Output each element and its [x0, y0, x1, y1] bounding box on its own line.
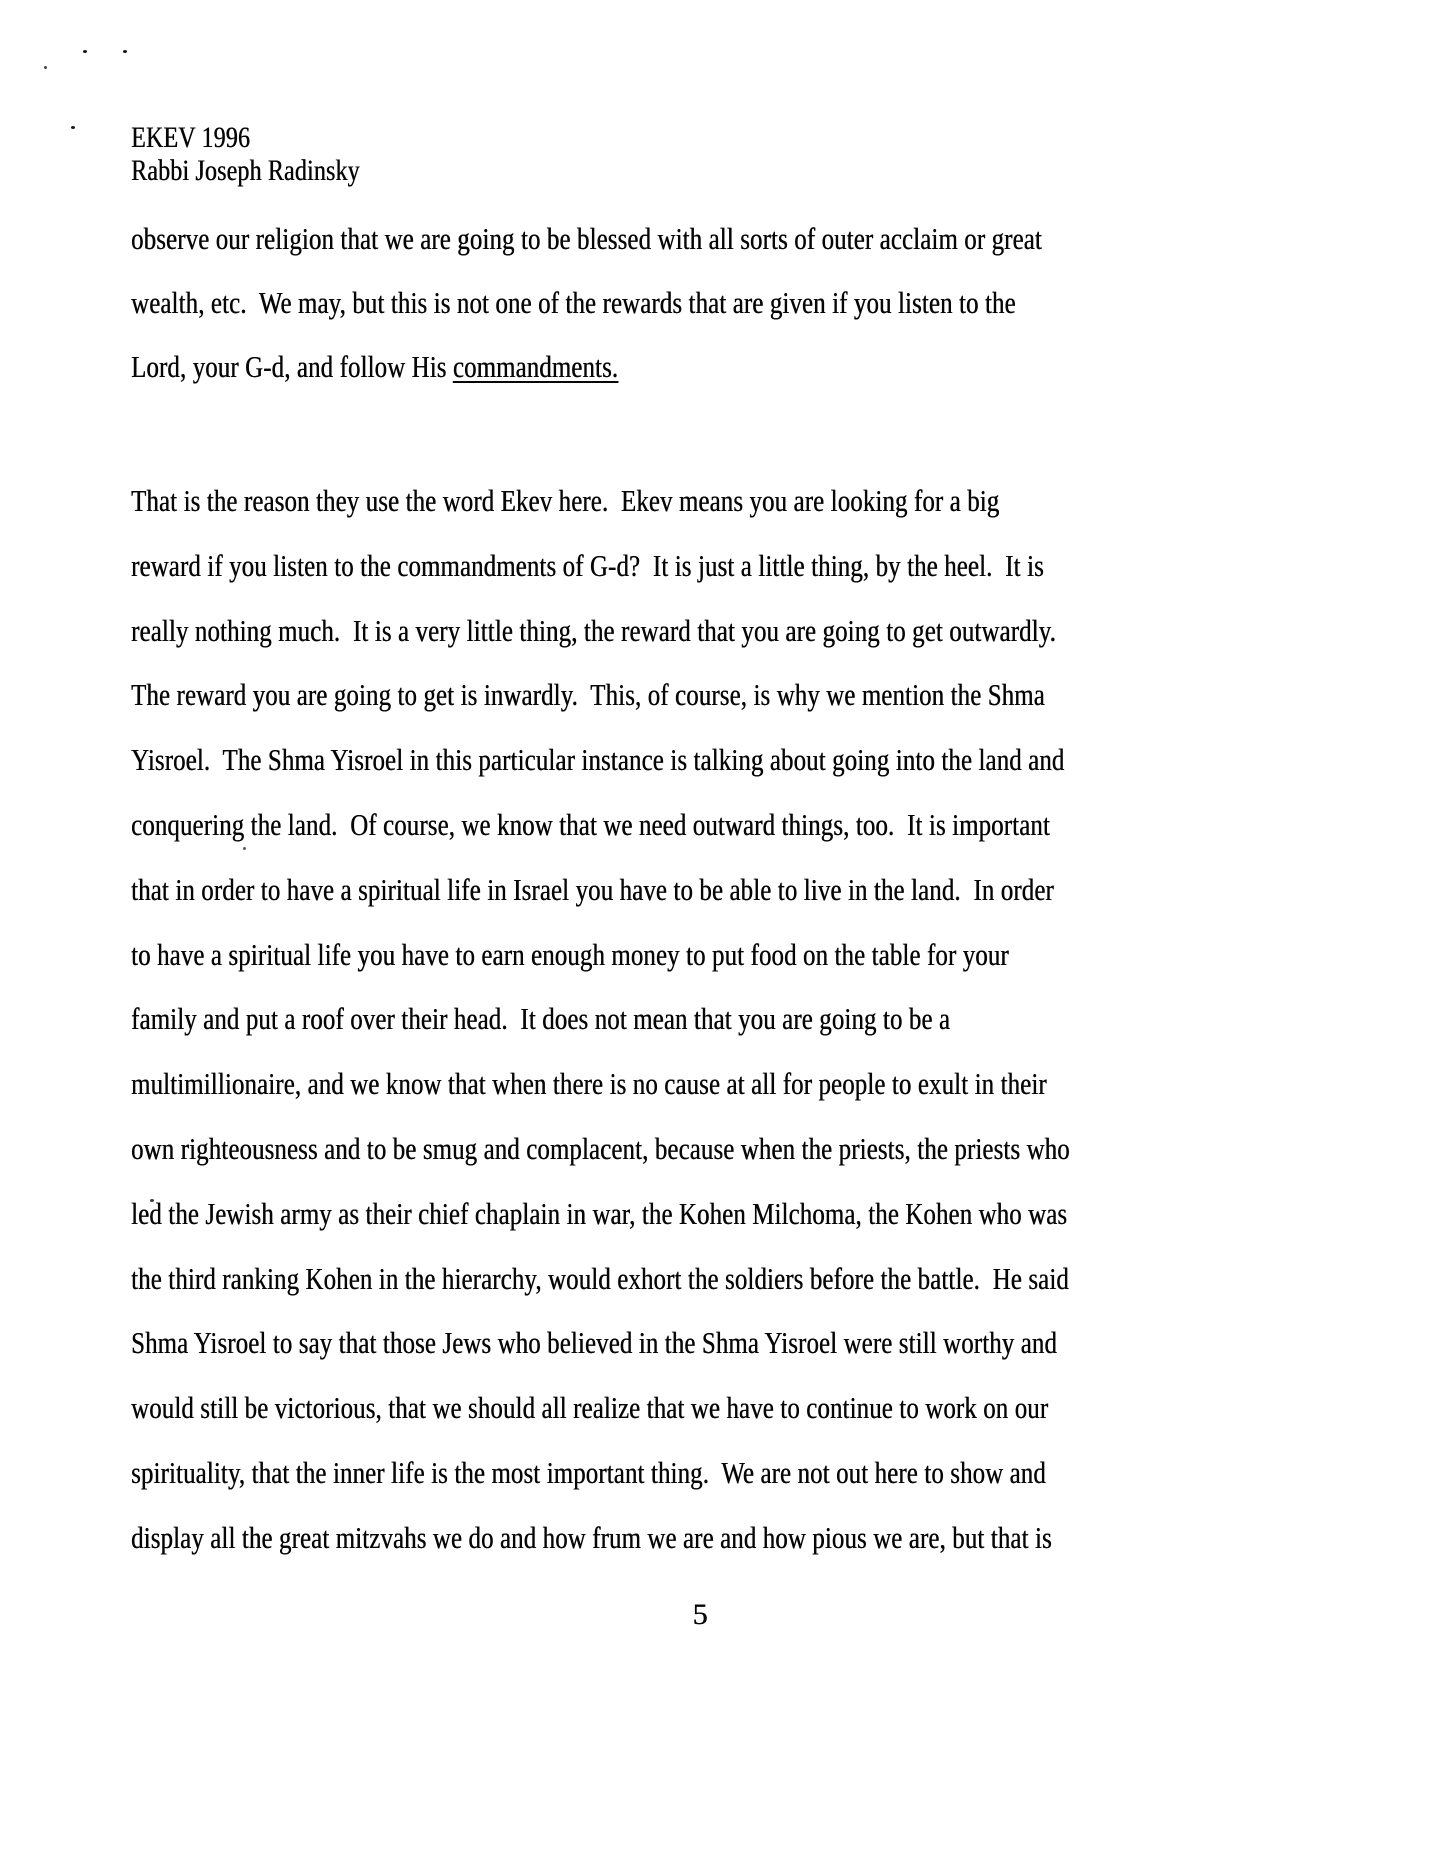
text-line: That is the reason they use the word Ekev here. Ekev means you are looking for a big: [131, 483, 1000, 518]
text-line: Shma Yisroel to say that those Jews who believed in the Shma Yisroel were still worthy and: [131, 1325, 1057, 1361]
scan-artifact-speck: [71, 126, 75, 129]
text-line: display all the great mitzvahs we do and how frum we are and how pious we are, but that is: [131, 1519, 1052, 1555]
text-line: wealth, etc. We may, but this is not one of the rewards that are given if you listen to the: [131, 285, 1016, 320]
text-line: multimillionaire, and we know that when there is no cause at all for people to exult in their: [131, 1066, 1047, 1102]
underlined-word: commandments.: [452, 349, 619, 384]
text-line: would still be victorious, that we should all realize that we have to continue to work on our: [131, 1390, 1049, 1426]
text-line: own righteousness and to be smug and complacent, because when the priests, the priests who: [131, 1130, 1070, 1166]
page-number: 5: [692, 1598, 708, 1631]
text-line: reward if you listen to the commandments of G-d? It is just a little thing, by the heel. It is: [131, 547, 1044, 583]
paragraph-2: [131, 469, 1304, 1571]
document-author: Rabbi Joseph Radinsky: [131, 154, 360, 187]
text-line: spirituality, that the inner life is the most important thing. We are not out here to show and: [131, 1454, 1046, 1490]
paragraph-1: [131, 207, 1270, 399]
text-line: to have a spiritual life you have to earn enough money to put food on the table for your: [131, 936, 1009, 972]
scan-artifact-speck: [83, 50, 87, 53]
text-line: led the Jewish army as their chief chaplain in war, the Kohen Milchoma, the Kohen who was: [131, 1195, 1068, 1231]
document-title: EKEV 1996: [131, 121, 250, 154]
text-line: the third ranking Kohen in the hierarchy, would exhort the soldiers before the battle. He said: [131, 1260, 1069, 1296]
text-line: really nothing much. It is a very little thing, the reward that you are going to get outwardly.: [131, 612, 1056, 648]
text-segment: Lord, your G-d, and follow His: [131, 349, 453, 384]
text-line: that in order to have a spiritual life in Israel you have to be able to live in the land. In order: [131, 871, 1054, 907]
scan-artifact-speck: [44, 66, 47, 69]
text-line: observe our religion that we are going to be blessed with all sorts of outer acclaim or great: [131, 221, 1042, 256]
text-line: conquering the land. Of course, we know that we need outward things, too. It is important: [131, 806, 1050, 842]
text-line: [131, 335, 1042, 399]
document-header: [131, 121, 417, 187]
text-line: Yisroel. The Shma Yisroel in this particular instance is talking about going into the land and: [131, 742, 1065, 778]
text-line: family and put a roof over their head. It does not mean that you are going to be a: [131, 1001, 951, 1037]
text-line: The reward you are going to get is inwardly. This, of course, is why we mention the Shma: [131, 677, 1045, 713]
scan-artifact-speck: [123, 50, 127, 53]
